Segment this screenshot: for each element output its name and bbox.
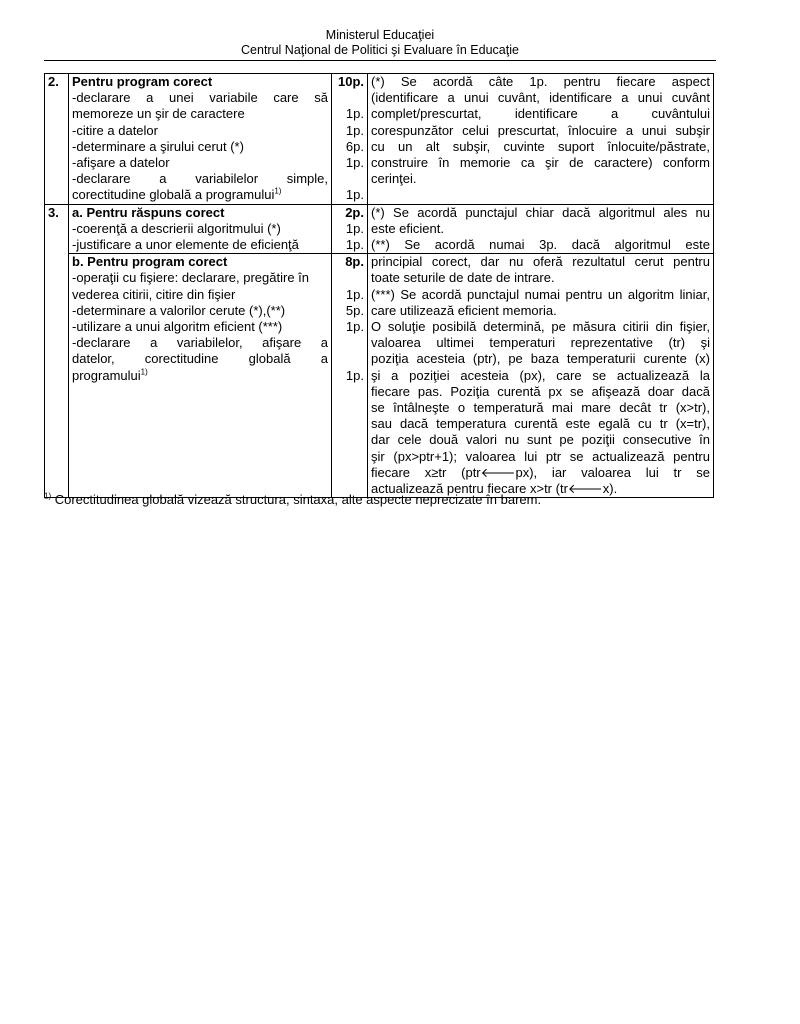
criterion: -declarare a variabilelor simple, <box>72 171 328 187</box>
header-ministry: Ministerul Educaţiei <box>325 28 435 42</box>
criterion: programului$^{1)}$ <box>72 367 148 383</box>
item-2-row <box>45 74 714 205</box>
item-3b-title: b. Pentru program corect <box>72 254 228 270</box>
page-header <box>0 28 760 58</box>
item-2-points <box>332 74 368 205</box>
criterion: -declarare a unei variabile care să <box>72 90 328 106</box>
item-3b-row <box>45 254 714 498</box>
item-number: 3. <box>45 204 69 498</box>
points: 1p. <box>345 237 364 253</box>
footnote <box>44 492 541 508</box>
item-3a-title: a. Pentru răspuns corect <box>72 204 225 220</box>
points: 10p. <box>337 74 364 89</box>
criterion: -afişare a datelor <box>72 155 170 171</box>
points: 1p. <box>345 319 364 335</box>
points: 6p. <box>345 138 364 154</box>
criterion: memoreze un şir de caractere <box>72 106 245 122</box>
criterion: -determinare a şirului cerut (*) <box>72 138 244 154</box>
item-3b-observations: principial corect, dar nu oferă rezultatul cerut pentru toate seturile de date de intrare. (***) Se acordă punctajul numai pentru un algoritm liniar, care utilizează eficient memoria. O soluţie posibilă determină, pe măsura citirii din fişier, valoarea ultimei temperaturi reprezentative (tr) şi poziţia acesteia (ptr), pe baza temperaturii curente (x) şi a poziţiei acesteia (px), care se actualizează la fiecare pas. Poziţia curentă px se afişează doar dacă se întâlneşte o temperatură mai mare decât tr (x>tr), sau dacă temperatura curentă este egală cu tr (x=tr), dar cele două valori nu sunt pe poziţii consecutive în şir (px>ptr+1); valoarea lui ptr se actualizează pentru fiecare x≥tr (ptr🡐px), iar valoarea lui tr se actualizează pentru fiecare x>tr (tr🡐x). <box>368 254 714 498</box>
points: 8p. <box>345 254 364 270</box>
item-3a-row <box>45 204 714 254</box>
grading-table <box>44 73 714 498</box>
item-3b-points <box>332 254 368 498</box>
criterion: vederea citirii, citire din fişier <box>72 286 236 302</box>
points: 2p. <box>345 204 364 220</box>
criterion: -justificare a unor elemente de eficienţă <box>72 237 299 253</box>
item-number: 2. <box>45 74 69 205</box>
criterion: datelor, corectitudine globală a <box>72 351 328 367</box>
criterion: -utilizare a unui algoritm eficient (***) <box>72 319 283 335</box>
item-2-title: Pentru program corect <box>72 74 213 89</box>
points: 1p. <box>345 187 364 203</box>
points: 5p. <box>345 302 364 318</box>
header-center: Centrul Naţional de Politici şi Evaluare în Educaţie <box>241 43 519 57</box>
points: 1p. <box>345 155 364 171</box>
item-3a-observations: (*) Se acordă punctajul chiar dacă algoritmul ales nu este eficient. (**) Se acordă numai 3p. dacă algoritmul este <box>368 204 714 254</box>
item-3b-criteria <box>69 254 332 498</box>
criterion: -citire a datelor <box>72 122 158 138</box>
footnote-mark: 1) <box>274 187 282 197</box>
criterion: corectitudine globală a programului$^{1)}$ <box>72 187 282 203</box>
header-rule <box>44 60 716 61</box>
footnote-text: Corectitudinea globală vizează structura, sintaxa, alte aspecte neprecizate în barem. <box>51 492 542 507</box>
points: 1p. <box>345 122 364 138</box>
criterion: -operaţii cu fişiere: declarare, pregătire în <box>72 270 310 286</box>
item-2-criteria <box>69 74 332 205</box>
footnote-mark: 1) <box>44 491 52 501</box>
criterion: -determinare a valorilor cerute (*),(**) <box>72 302 286 318</box>
points: 1p. <box>345 367 364 383</box>
item-2-observations: (*) Se acordă câte 1p. pentru fiecare aspect (identificare a unui cuvânt, identificare a unui cuvânt complet/prescurtat, identificare a cuvântului corespunzător celui prescurtat, înlocuire a unui subşir cu un alt subşir, cuvinte suport înlocuite/păstrate, construire în memorie ca şir de caractere) conform cerinţei. <box>368 74 714 205</box>
footnote-mark: 1) <box>140 367 148 377</box>
points: 1p. <box>345 220 364 236</box>
item-3a-points <box>332 204 368 254</box>
criterion: -coerenţă a descrierii algoritmului (*) <box>72 220 281 236</box>
criterion: -declarare a variabilelor, afişare a <box>72 335 328 351</box>
points: 1p. <box>345 286 364 302</box>
item-3a-criteria <box>69 204 332 254</box>
points: 1p. <box>345 106 364 122</box>
